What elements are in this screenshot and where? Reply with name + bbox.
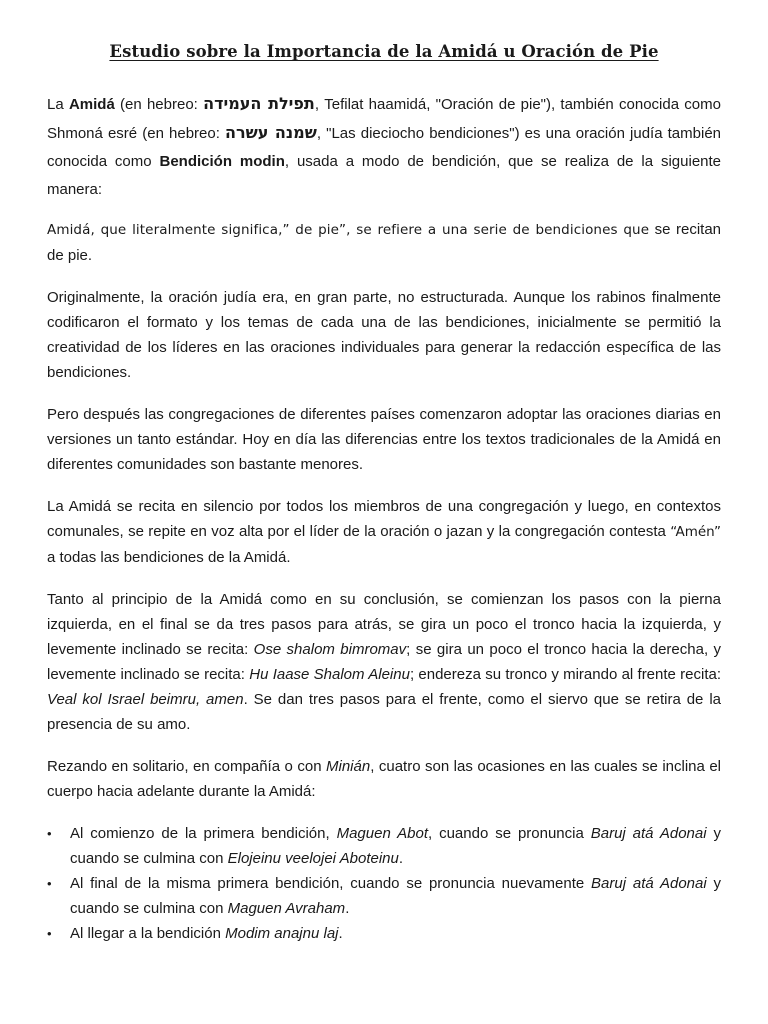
text: . [345,900,350,917]
amen-term: “Amén” [670,524,721,540]
text: . [398,850,404,867]
text: Al comienzo de la primera bendición, [70,825,337,842]
text: a todas las bendiciones de la Amidá. [47,549,291,566]
paragraph-recitation [47,494,721,570]
text: , cuando se pronuncia [428,825,591,842]
paragraph-standardization: Pero después las congregaciones de diferentes países comenzaron adoptar las oraciones diarias en versiones un tanto estándar. Hoy en día las diferencias entre los textos tradicionales de la Amidá en diferentes comunidades son bastante menores. [47,406,721,473]
document-title: Estudio sobre la Importancia de la Amidá u Oración de Pie [109,42,659,61]
paragraph-steps [47,587,721,737]
paragraph-bowing [47,754,721,804]
hebrew-term-tefilat: תפילת העמידה [203,94,315,113]
bullet-icon: • [47,826,52,841]
italic-term: Elojeinu veelojei Aboteinu [227,850,399,867]
document-body [47,90,721,946]
text: (en hebreo: [114,96,204,113]
text: , cuatro son las ocasiones en las cuales se inclina el cuerpo hacia adelante durante la Amidá: [47,758,721,800]
text: y cuando se culmina con [70,825,721,867]
italic-term: Minián [326,758,371,775]
italic-term: Ose shalom bimromav [253,641,407,658]
list-item [47,921,721,946]
text: ; se gira un poco el tronco hacia la derecha, y levemente inclinado se recita: [47,641,721,683]
bold-term-amida: Amidá [68,96,115,113]
text: , Tefilat haamidá, "Oración de pie"), también conocida como Shmoná esré (en hebreo: [47,96,721,142]
list-item [47,821,721,871]
italic-term: Modim anajnu laj [225,925,339,942]
italic-term: Veal kol Israel beimru, amen [47,691,244,708]
text: La Amidá se recita en silencio por todos los miembros de una congregación y luego, en contextos comunales, se repite en voz alta por el líder de la oración o jazan y la congregación contesta [47,498,721,540]
italic-term: Baruj atá Adonai [590,825,707,842]
bullet-icon: • [47,876,52,891]
paragraph-definition [47,217,721,268]
bold-term-bendicion: Bendición modin [159,153,285,170]
bullet-icon: • [47,926,52,941]
text: , usada a modo de bendición, que se realiza de la siguiente manera: [47,153,722,198]
italic-term: Maguen Avraham [227,900,346,917]
paragraph-origin: Originalmente, la oración judía era, en gran parte, no estructurada. Aunque los rabinos finalmente codificaron el formato y los temas de cada una de las bendiciones, inicialmente se permitió la creatividad de los líderes en las oraciones individuales para generar la redacción específica de las bendiciones. [47,289,721,381]
list-item [47,871,721,921]
text: se recitan de pie. [47,221,722,264]
bowing-list [47,821,721,946]
text: . [338,925,343,942]
text: Tanto al principio de la Amidá como en su conclusión, se comienzan los pasos con la pierna izquierda, en el final se da tres pasos para atrás, se gira un poco el tronco hacia la izquierda, y levemente inclinado se recita: [47,591,721,658]
italic-term: Maguen Abot [336,825,428,842]
text: , "Las dieciocho bendiciones") es una oración judía también conocida como [47,125,722,170]
hebrew-term-shmone: שמנה עשרה [224,123,317,142]
text: ; endereza su tronco y mirando al frente recita: [409,666,722,683]
italic-term: Baruj atá Adonai [591,875,707,892]
text: La [47,96,69,113]
text: Al llegar a la bendición [70,925,226,942]
text: . Se dan tres pasos para el frente, como el siervo que se retira de la presencia de su amo. [47,691,722,733]
paragraph-intro [47,90,721,204]
text: y cuando se culmina con [70,875,721,917]
text: Rezando en solitario, en compañía o con [47,758,327,775]
text: Al final de la misma primera bendición, cuando se pronuncia nuevamente [70,875,592,892]
text: Amidá, que literalmente significa,” de pie”, se refiere a una serie de bendiciones que [47,222,650,238]
italic-term: Hu Iaase Shalom Aleinu [249,666,410,683]
